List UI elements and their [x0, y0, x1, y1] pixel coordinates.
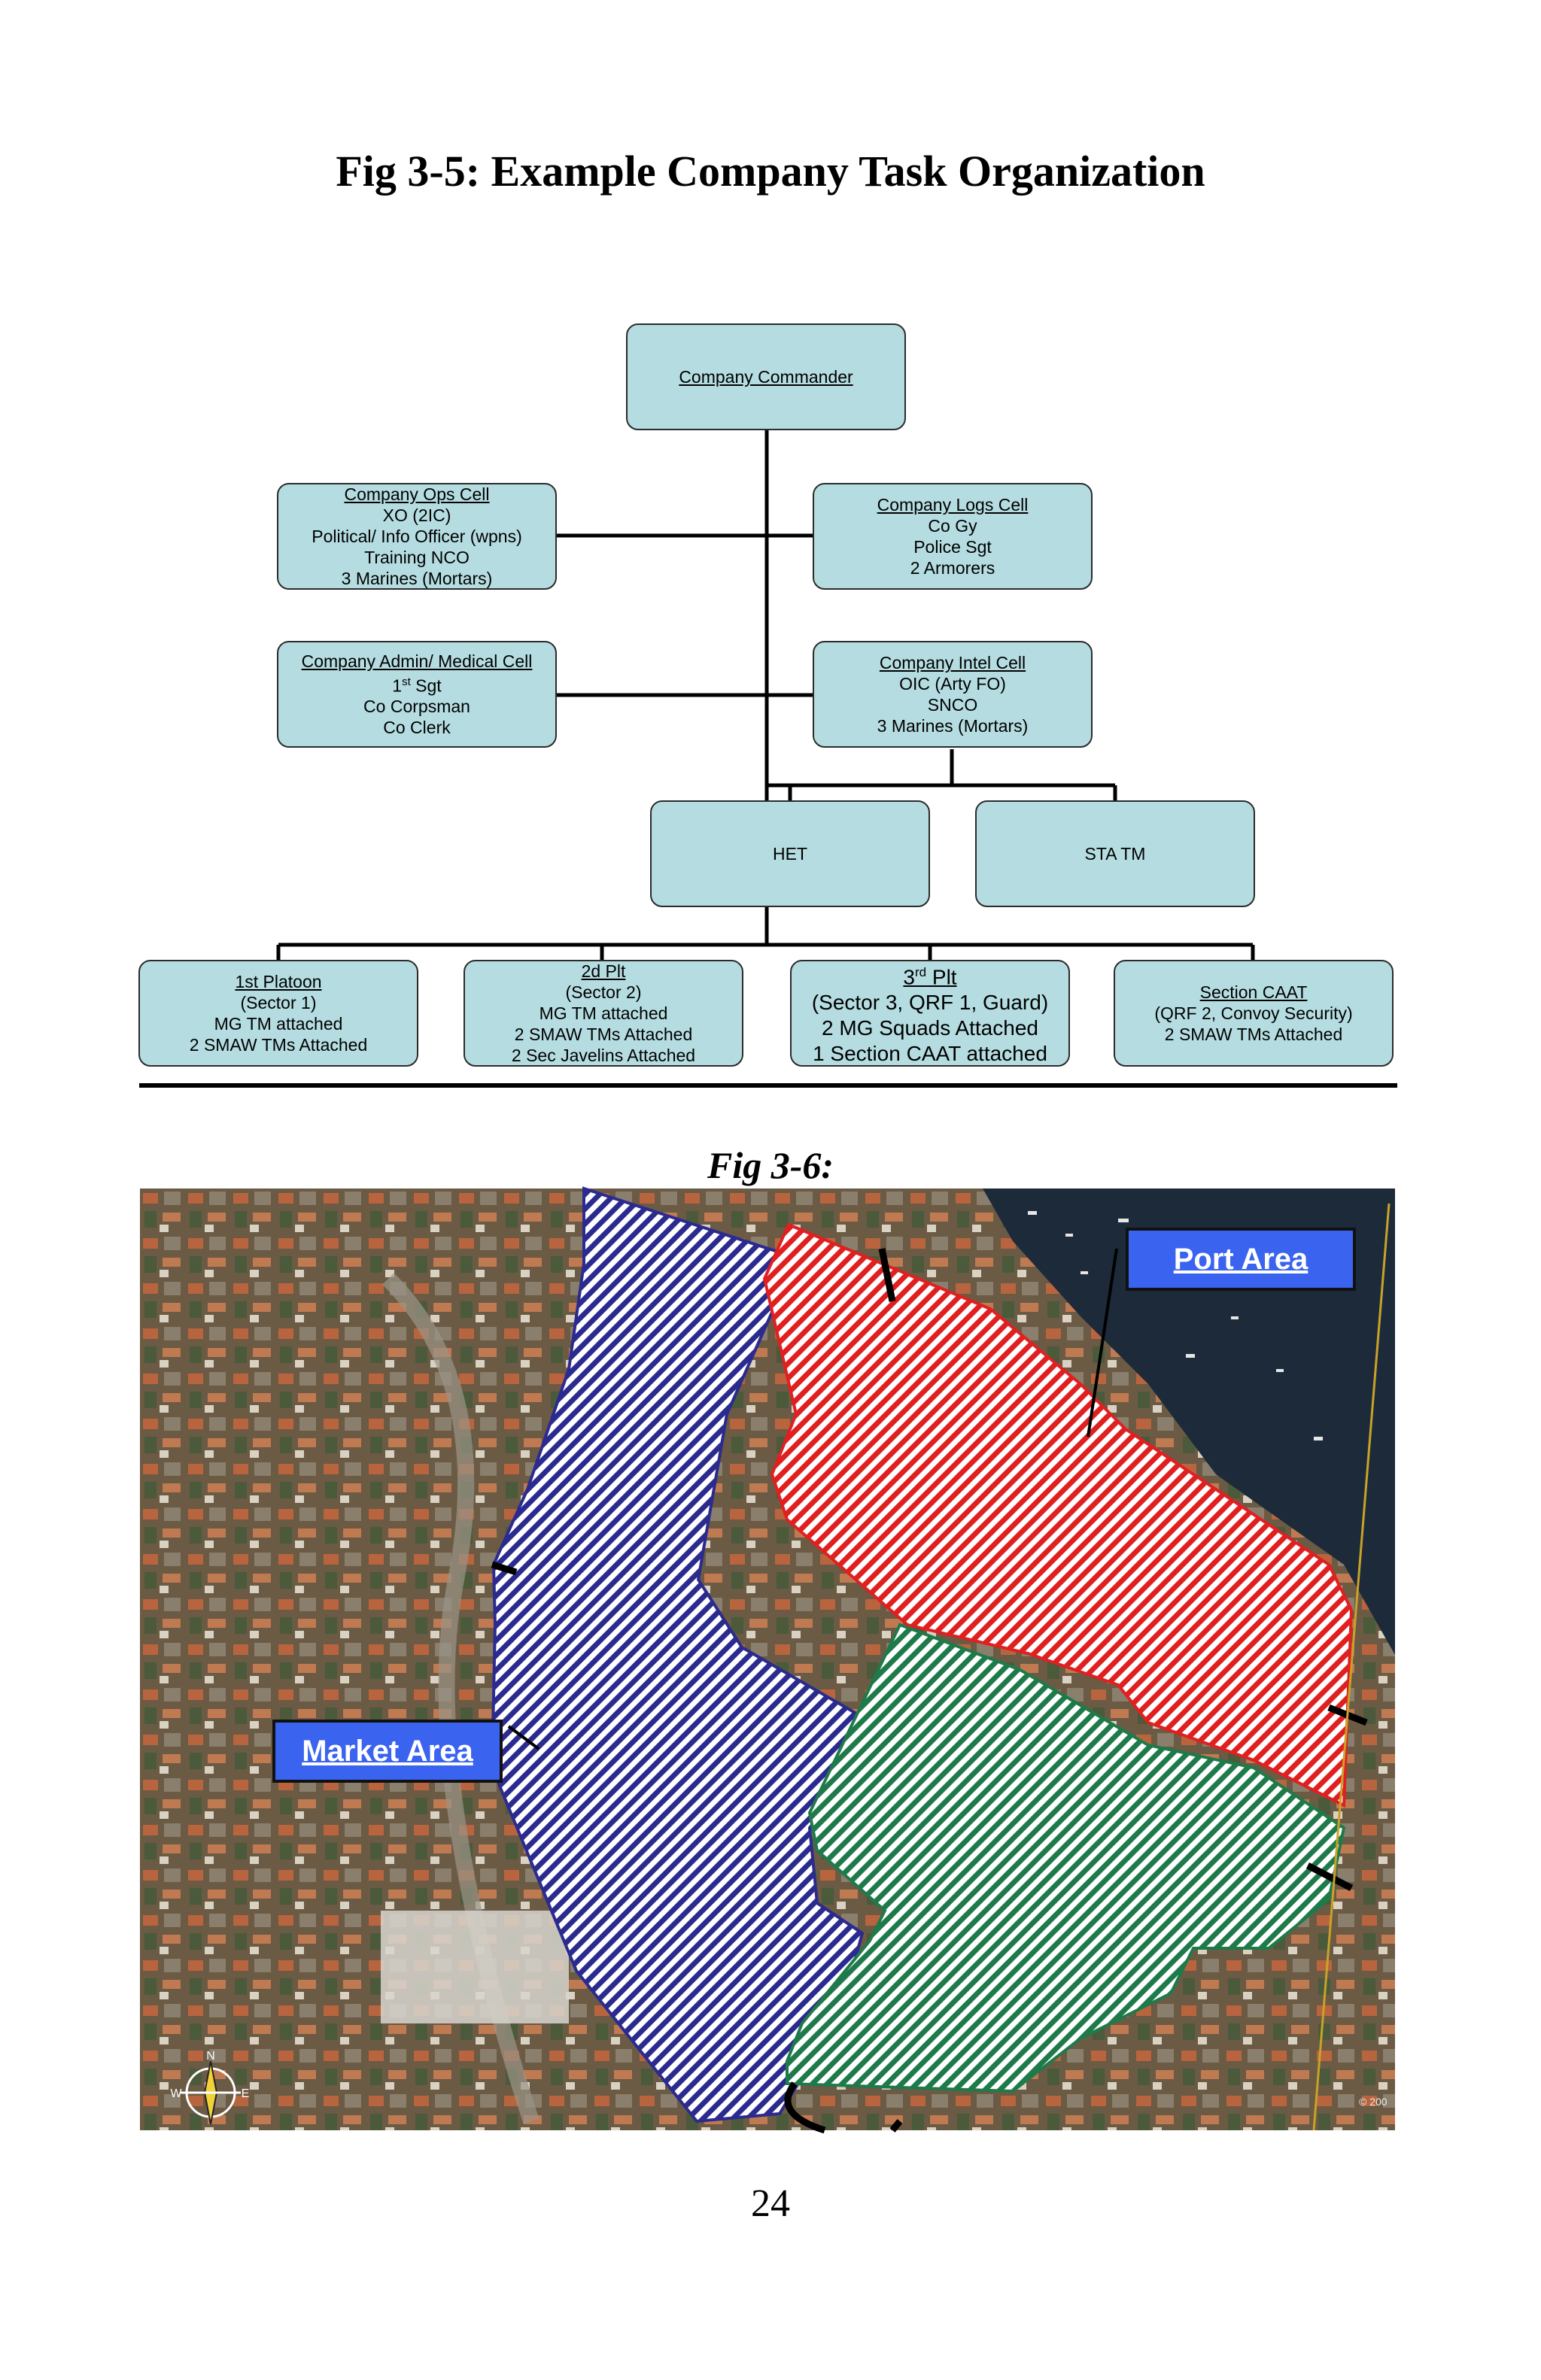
- platoon-1-line: 2 SMAW TMs Attached: [189, 1035, 368, 1055]
- ops-cell-line: 3 Marines (Mortars): [341, 569, 493, 588]
- het-label: HET: [773, 844, 807, 864]
- intel-cell-box: [813, 641, 1093, 748]
- admin-cell-line: Co Corpsman: [363, 697, 470, 717]
- company-commander-label: Company Commander: [679, 367, 853, 387]
- compass-east-label: E: [241, 2087, 250, 2100]
- admin-cell-line: Co Clerk: [383, 718, 451, 738]
- section-caat-line: 2 SMAW TMs Attached: [1164, 1025, 1343, 1044]
- ops-cell-line: XO (2IC): [382, 505, 451, 525]
- intel-cell-line: 3 Marines (Mortars): [877, 716, 1029, 736]
- ops-cell-line: Training NCO: [364, 548, 470, 567]
- intel-cell-line: OIC (Arty FO): [899, 674, 1006, 694]
- het-box: [650, 800, 930, 907]
- sta-team-box: [975, 800, 1255, 907]
- compass-north-label: N: [206, 2050, 215, 2063]
- ops-cell-box: [277, 483, 557, 590]
- ops-cell-line: Political/ Info Officer (wpns): [312, 527, 522, 546]
- platoon-2-box: [464, 960, 743, 1067]
- intel-cell-title: Company Intel Cell: [879, 653, 1026, 672]
- platoon-2-line: (Sector 2): [565, 982, 642, 1002]
- platoon-1-title: 1st Platoon: [235, 972, 322, 991]
- platoon-3-line: 1 Section CAAT attached: [813, 1042, 1047, 1066]
- ops-cell-title: Company Ops Cell: [344, 484, 490, 504]
- compass-rose-icon: [170, 2049, 250, 2132]
- port-area-label: Port Area: [1126, 1228, 1356, 1291]
- sector-map-graphic: [140, 1188, 1395, 2130]
- platoon-2-line: MG TM attached: [539, 1003, 668, 1023]
- logs-cell-line: Co Gy: [928, 516, 977, 536]
- platoon-1-box: [138, 960, 418, 1067]
- platoon-1-line: MG TM attached: [214, 1014, 343, 1034]
- platoon-2-title: 2d Plt: [581, 961, 626, 981]
- platoon-3-title: 3rd Plt: [903, 964, 957, 989]
- map-copyright: © 200: [1359, 2096, 1388, 2108]
- company-commander-box: [626, 323, 906, 430]
- platoon-2-line: 2 SMAW TMs Attached: [514, 1025, 693, 1044]
- logs-cell-title: Company Logs Cell: [877, 495, 1029, 515]
- admin-cell-box: [277, 641, 557, 748]
- org-chart-connectors: [0, 0, 1541, 1098]
- logs-cell-line: Police Sgt: [913, 537, 992, 557]
- platoon-3-line: 2 MG Squads Attached: [822, 1016, 1038, 1040]
- logs-cell-box: [813, 483, 1093, 590]
- section-caat-line: (QRF 2, Convoy Security): [1154, 1003, 1353, 1023]
- platoon-3-box: [790, 960, 1070, 1067]
- sta-team-label: STA TM: [1084, 844, 1146, 864]
- map-caption: Fig 3-6:: [707, 1144, 834, 1186]
- platoon-2-line: 2 Sec Javelins Attached: [511, 1046, 696, 1065]
- logs-cell-line: 2 Armorers: [910, 558, 995, 578]
- section-caat-box: [1114, 960, 1394, 1067]
- sector-map: [140, 1188, 1395, 2130]
- platoon-1-line: (Sector 1): [240, 993, 317, 1012]
- compass-west-label: W: [170, 2087, 182, 2100]
- page-number: 24: [751, 2182, 790, 2225]
- intel-cell-line: SNCO: [927, 695, 978, 715]
- admin-cell-title: Company Admin/ Medical Cell: [301, 651, 533, 671]
- market-area-label: Market Area: [272, 1720, 503, 1783]
- section-divider: [139, 1083, 1397, 1088]
- section-caat-title: Section CAAT: [1199, 982, 1308, 1002]
- page-title: Fig 3-5: Example Company Task Organization: [336, 147, 1205, 196]
- platoon-3-line: (Sector 3, QRF 1, Guard): [811, 991, 1049, 1015]
- admin-cell-first-line: 1st Sgt: [392, 675, 442, 696]
